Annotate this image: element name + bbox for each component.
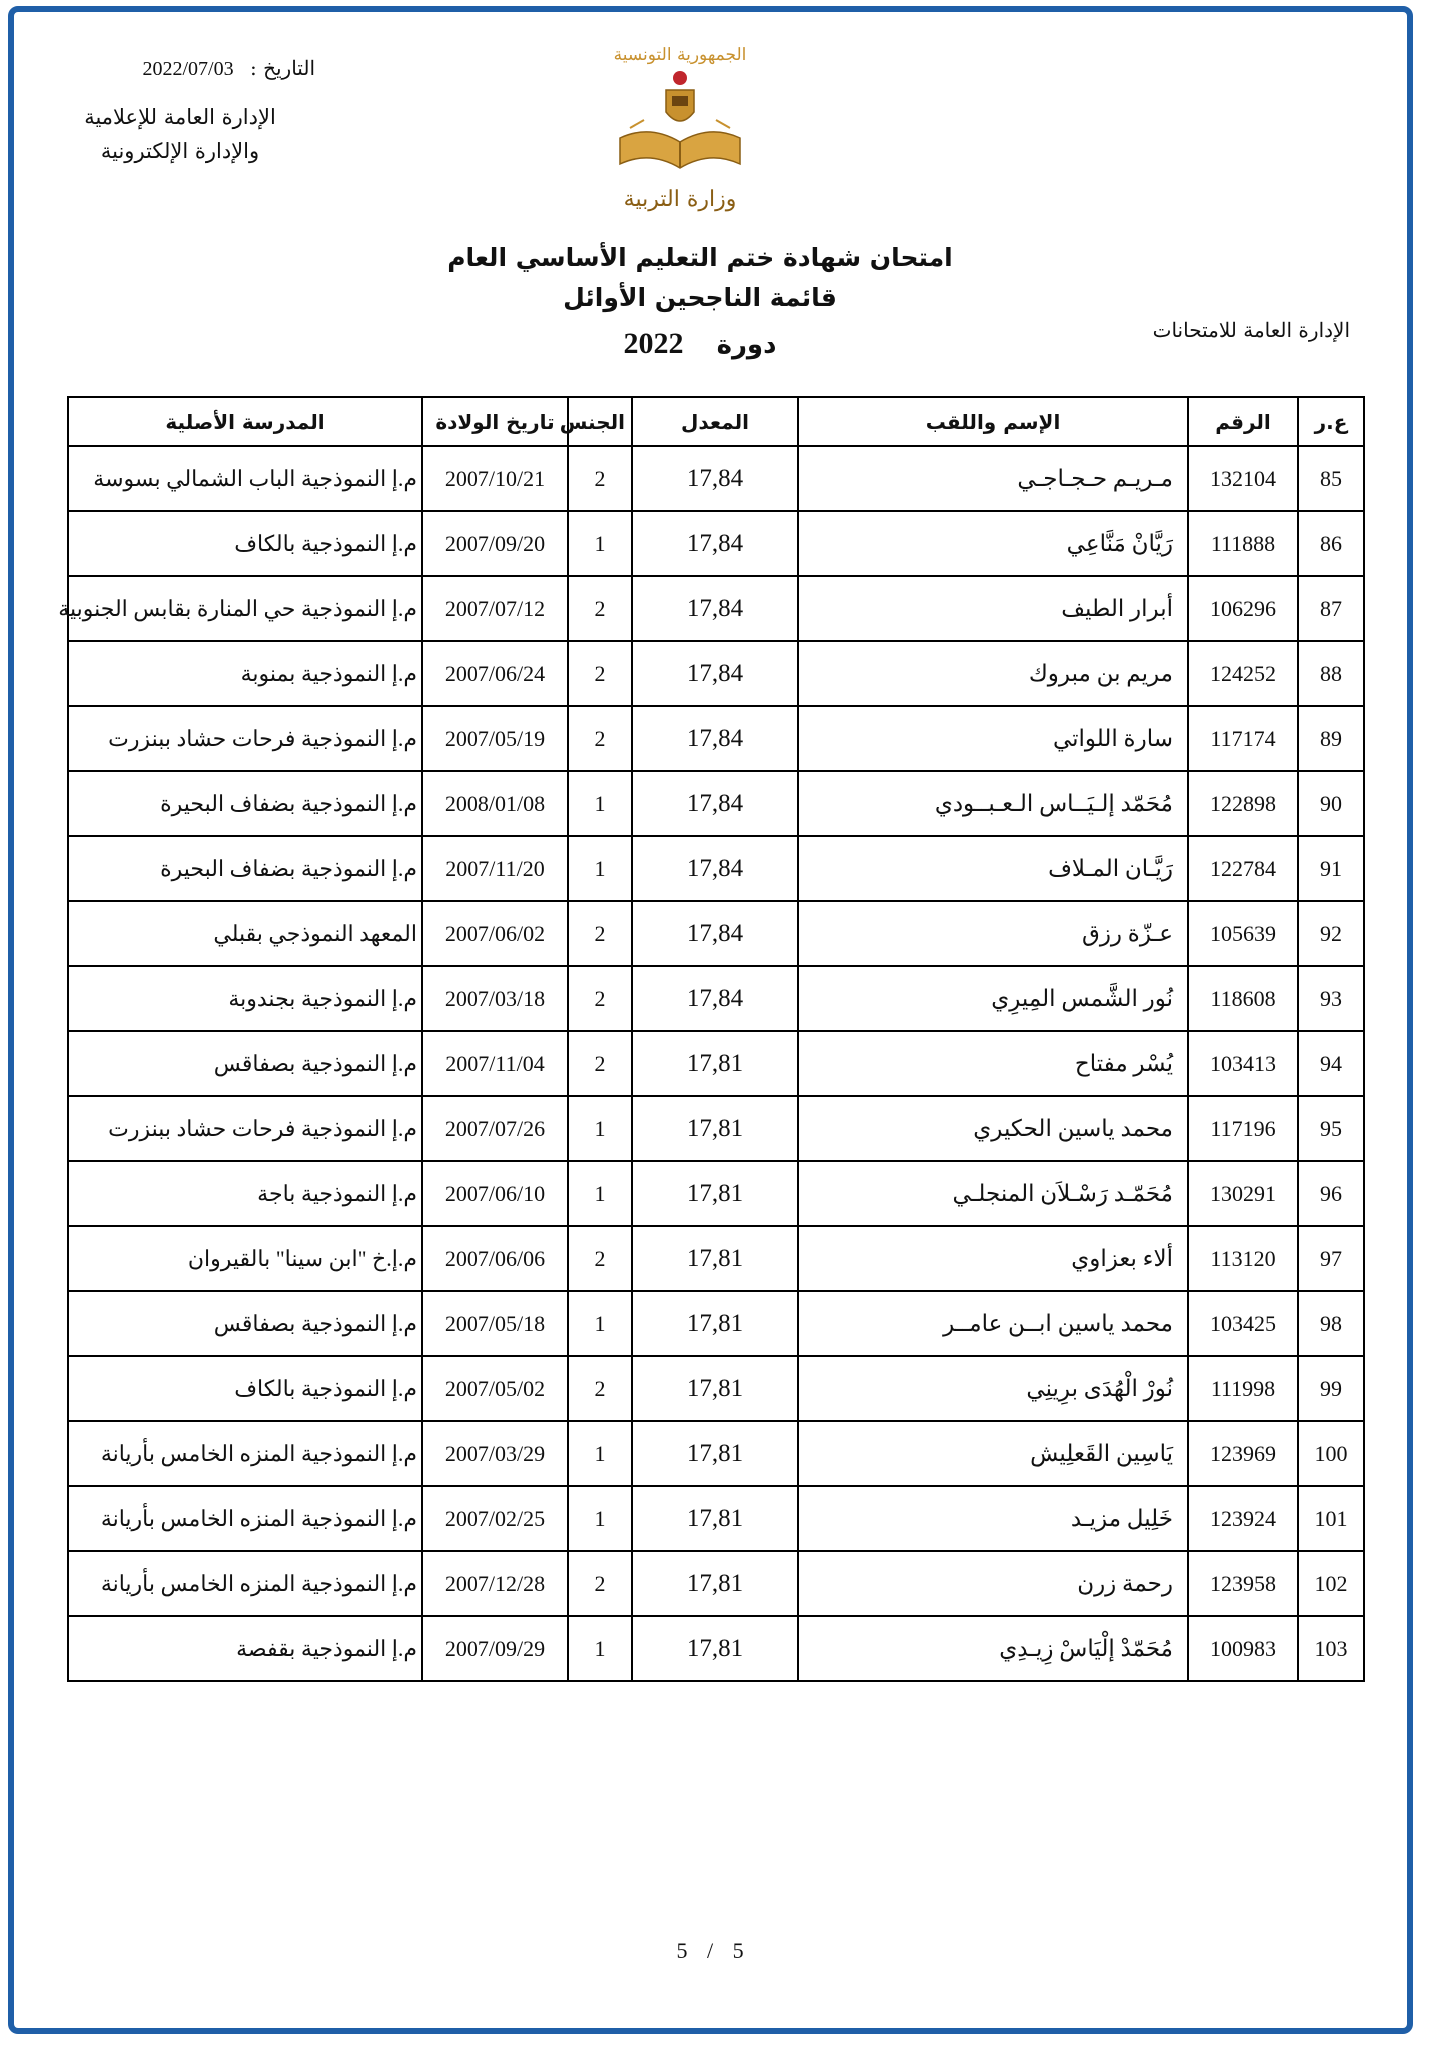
cell-average: 17,84 xyxy=(632,836,798,901)
cell-number: 132104 xyxy=(1188,446,1298,511)
cell-average: 17,84 xyxy=(632,966,798,1031)
cell-name: مُحَمّدْ إلْيَاسْ زِيـدِي xyxy=(798,1616,1188,1681)
cell-average: 17,84 xyxy=(632,446,798,511)
cell-gender: 1 xyxy=(568,1421,632,1486)
cell-birth-date: 2007/03/29 xyxy=(422,1421,568,1486)
cell-rank: 102 xyxy=(1298,1551,1364,1616)
cell-number: 111888 xyxy=(1188,511,1298,576)
date-value: 2022/07/03 xyxy=(142,58,234,80)
cell-gender: 1 xyxy=(568,1291,632,1356)
cell-school: م.إ النموذجية المنزه الخامس بأريانة xyxy=(68,1486,422,1551)
table-row xyxy=(68,1421,1364,1486)
cell-average: 17,84 xyxy=(632,511,798,576)
cell-name: سارة اللواتي xyxy=(798,706,1188,771)
table-row xyxy=(68,1161,1364,1226)
cell-average: 17,81 xyxy=(632,1486,798,1551)
logo-bottom-text: وزارة التربية xyxy=(623,187,737,212)
cell-school: م.إ النموذجية بصفاقس xyxy=(68,1291,422,1356)
table-header-row xyxy=(68,397,1364,446)
cell-average: 17,81 xyxy=(632,1096,798,1161)
cell-name: مُحَمّد إلـيَــاس الـعـبــودي xyxy=(798,771,1188,836)
header-rank: ع.ر xyxy=(1298,397,1364,446)
table-row xyxy=(68,1616,1364,1681)
table-row xyxy=(68,1096,1364,1161)
date-label: التاريخ : xyxy=(249,56,315,80)
cell-birth-date: 2007/09/29 xyxy=(422,1616,568,1681)
cell-rank: 85 xyxy=(1298,446,1364,511)
cell-name: محمد ياسين ابــن عامــر xyxy=(798,1291,1188,1356)
cell-birth-date: 2007/05/18 xyxy=(422,1291,568,1356)
cell-gender: 2 xyxy=(568,1551,632,1616)
cell-rank: 90 xyxy=(1298,771,1364,836)
cell-rank: 92 xyxy=(1298,901,1364,966)
cell-number: 118608 xyxy=(1188,966,1298,1031)
table-row xyxy=(68,836,1364,901)
cell-school: م.إ النموذجية المنزه الخامس بأريانة xyxy=(68,1551,422,1616)
cell-school: م.إ النموذجية بالكاف xyxy=(68,511,422,576)
cell-birth-date: 2007/11/20 xyxy=(422,836,568,901)
table-row xyxy=(68,576,1364,641)
cell-average: 17,81 xyxy=(632,1421,798,1486)
cell-school: م.إ النموذجية فرحات حشاد ببنزرت xyxy=(68,706,422,771)
cell-average: 17,84 xyxy=(632,576,798,641)
cell-average: 17,81 xyxy=(632,1616,798,1681)
cell-number: 122898 xyxy=(1188,771,1298,836)
table-row xyxy=(68,771,1364,836)
cell-average: 17,81 xyxy=(632,1551,798,1616)
cell-rank: 103 xyxy=(1298,1616,1364,1681)
header-birth-date: تاريخ الولادة xyxy=(422,397,568,446)
cell-rank: 91 xyxy=(1298,836,1364,901)
cell-number: 113120 xyxy=(1188,1226,1298,1291)
cell-gender: 1 xyxy=(568,1096,632,1161)
cell-rank: 100 xyxy=(1298,1421,1364,1486)
cell-gender: 2 xyxy=(568,1226,632,1291)
cell-number: 103425 xyxy=(1188,1291,1298,1356)
cell-birth-date: 2007/03/18 xyxy=(422,966,568,1031)
page-current: 5 xyxy=(676,1938,688,1963)
document-title: امتحان شهادة ختم التعليم الأساسي العام xyxy=(447,243,953,272)
cell-gender: 1 xyxy=(568,1616,632,1681)
cell-average: 17,81 xyxy=(632,1226,798,1291)
cell-rank: 86 xyxy=(1298,511,1364,576)
table-row xyxy=(68,1291,1364,1356)
cell-rank: 96 xyxy=(1298,1161,1364,1226)
cell-gender: 2 xyxy=(568,706,632,771)
cell-rank: 93 xyxy=(1298,966,1364,1031)
cell-number: 123924 xyxy=(1188,1486,1298,1551)
cell-school: م.إ النموذجية بقفصة xyxy=(68,1616,422,1681)
results-table xyxy=(58,396,1365,1682)
cell-average: 17,84 xyxy=(632,771,798,836)
cell-birth-date: 2007/09/20 xyxy=(422,511,568,576)
table-body xyxy=(58,446,1364,1681)
header-number: الرقم xyxy=(1188,397,1298,446)
cell-birth-date: 2007/11/04 xyxy=(422,1031,568,1096)
cell-birth-date: 2008/01/08 xyxy=(422,771,568,836)
cell-rank: 88 xyxy=(1298,641,1364,706)
session-year: 2022 xyxy=(623,327,684,360)
dept-right: الإدارة العامة للامتحانات xyxy=(1152,318,1350,342)
cell-average: 17,84 xyxy=(632,901,798,966)
cell-school: م.إ النموذجية حي المنارة بقابس الجنوبية xyxy=(68,576,422,641)
cell-birth-date: 2007/06/24 xyxy=(422,641,568,706)
cell-number: 103413 xyxy=(1188,1031,1298,1096)
cell-name: مريم بن مبروك xyxy=(798,641,1188,706)
cell-name: ألاء بعزاوي xyxy=(798,1226,1188,1291)
cell-gender: 2 xyxy=(568,446,632,511)
cell-gender: 2 xyxy=(568,901,632,966)
table-row xyxy=(68,706,1364,771)
header-gender: الجنس xyxy=(568,397,632,446)
session-label: دورة xyxy=(716,330,777,360)
cell-school: م.إ النموذجية بصفاقس xyxy=(68,1031,422,1096)
session-line xyxy=(400,320,1000,369)
cell-average: 17,84 xyxy=(632,706,798,771)
cell-name: رَيَّانْ مَنَّاعِي xyxy=(798,511,1188,576)
table-row xyxy=(68,1226,1364,1291)
table-row xyxy=(68,1031,1364,1096)
cell-birth-date: 2007/07/12 xyxy=(422,576,568,641)
cell-school: م.إ النموذجية بضفاف البحيرة xyxy=(68,836,422,901)
cell-name: رحمة زرن xyxy=(798,1551,1188,1616)
cell-birth-date: 2007/05/02 xyxy=(422,1356,568,1421)
cell-birth-date: 2007/10/21 xyxy=(422,446,568,511)
cell-rank: 94 xyxy=(1298,1031,1364,1096)
cell-average: 17,81 xyxy=(632,1291,798,1356)
cell-rank: 89 xyxy=(1298,706,1364,771)
table-row xyxy=(68,1551,1364,1616)
dept-left xyxy=(60,100,300,168)
cell-birth-date: 2007/12/28 xyxy=(422,1551,568,1616)
cell-gender: 1 xyxy=(568,1486,632,1551)
cell-birth-date: 2007/02/25 xyxy=(422,1486,568,1551)
dept-left-line1: الإدارة العامة للإعلامية xyxy=(84,105,276,129)
cell-gender: 1 xyxy=(568,511,632,576)
cell-school: م.إ النموذجية بالكاف xyxy=(68,1356,422,1421)
document-subtitle: قائمة الناجحين الأوائل xyxy=(563,283,837,312)
cell-school: م.إ النموذجية فرحات حشاد ببنزرت xyxy=(68,1096,422,1161)
cell-average: 17,81 xyxy=(632,1031,798,1096)
cell-name: مـريـم حـجـاجـي xyxy=(798,446,1188,511)
cell-birth-date: 2007/05/19 xyxy=(422,706,568,771)
cell-school: م.إ النموذجية الباب الشمالي بسوسة xyxy=(68,446,422,511)
cell-rank: 95 xyxy=(1298,1096,1364,1161)
ministry-logo xyxy=(600,38,760,223)
cell-number: 111998 xyxy=(1188,1356,1298,1421)
cell-gender: 2 xyxy=(568,1031,632,1096)
cell-gender: 1 xyxy=(568,836,632,901)
logo-top-text: الجمهورية التونسية xyxy=(613,45,747,65)
cell-number: 100983 xyxy=(1188,1616,1298,1681)
cell-number: 117174 xyxy=(1188,706,1298,771)
cell-gender: 2 xyxy=(568,966,632,1031)
cell-school: م.إ النموذجية بضفاف البحيرة xyxy=(68,771,422,836)
cell-name: محمد ياسين الحكيري xyxy=(798,1096,1188,1161)
cell-number: 124252 xyxy=(1188,641,1298,706)
header-school: المدرسة الأصلية xyxy=(68,397,422,446)
table-row xyxy=(68,901,1364,966)
cell-number: 106296 xyxy=(1188,576,1298,641)
cell-rank: 97 xyxy=(1298,1226,1364,1291)
cell-name: يَاسِين القَعلِيش xyxy=(798,1421,1188,1486)
cell-gender: 2 xyxy=(568,641,632,706)
cell-rank: 87 xyxy=(1298,576,1364,641)
cell-birth-date: 2007/06/06 xyxy=(422,1226,568,1291)
cell-gender: 2 xyxy=(568,1356,632,1421)
cell-gender: 2 xyxy=(568,576,632,641)
table-row xyxy=(68,641,1364,706)
cell-number: 123958 xyxy=(1188,1551,1298,1616)
table-row xyxy=(68,1356,1364,1421)
table-row xyxy=(68,446,1364,511)
header-average: المعدل xyxy=(632,397,798,446)
dept-left-line2: والإدارة الإلكترونية xyxy=(100,139,260,163)
cell-birth-date: 2007/06/02 xyxy=(422,901,568,966)
cell-gender: 1 xyxy=(568,1161,632,1226)
cell-rank: 99 xyxy=(1298,1356,1364,1421)
cell-gender: 1 xyxy=(568,771,632,836)
cell-average: 17,81 xyxy=(632,1356,798,1421)
cell-school: م.إ النموذجية بمنوبة xyxy=(68,641,422,706)
table-row xyxy=(68,966,1364,1031)
cell-birth-date: 2007/07/26 xyxy=(422,1096,568,1161)
document-headings xyxy=(400,238,1000,369)
logo-emblem-icon xyxy=(673,71,687,85)
date-line xyxy=(100,56,315,81)
cell-school: م.إ النموذجية المنزه الخامس بأريانة xyxy=(68,1421,422,1486)
cell-name: خَلِيل مزيـد xyxy=(798,1486,1188,1551)
cell-rank: 101 xyxy=(1298,1486,1364,1551)
cell-number: 105639 xyxy=(1188,901,1298,966)
page-total: 5 xyxy=(732,1938,744,1963)
cell-name: نُور الشَّمس المِيرِي xyxy=(798,966,1188,1031)
cell-name: رَيَّـان المـلاف xyxy=(798,836,1188,901)
page-separator: / xyxy=(706,1938,714,1963)
cell-school: م.إ النموذجية باجة xyxy=(68,1161,422,1226)
page-number xyxy=(560,1938,860,1964)
cell-school: م.إ النموذجية بجندوبة xyxy=(68,966,422,1031)
cell-number: 123969 xyxy=(1188,1421,1298,1486)
cell-school: المعهد النموذجي بقبلي xyxy=(68,901,422,966)
cell-name: يُسْر مفتاح xyxy=(798,1031,1188,1096)
cell-name: مُحَمّـد رَسْـلاَن المنجلـي xyxy=(798,1161,1188,1226)
cell-number: 117196 xyxy=(1188,1096,1298,1161)
cell-average: 17,84 xyxy=(632,641,798,706)
cell-name: عـزّة رزق xyxy=(798,901,1188,966)
table-row xyxy=(68,511,1364,576)
header-name: الإسم واللقب xyxy=(798,397,1188,446)
cell-rank: 98 xyxy=(1298,1291,1364,1356)
table-row xyxy=(68,1486,1364,1551)
cell-birth-date: 2007/06/10 xyxy=(422,1161,568,1226)
cell-number: 122784 xyxy=(1188,836,1298,901)
cell-number: 130291 xyxy=(1188,1161,1298,1226)
cell-average: 17,81 xyxy=(632,1161,798,1226)
cell-name: أبرار الطيف xyxy=(798,576,1188,641)
cell-school: م.إ.خ "ابن سينا" بالقيروان xyxy=(68,1226,422,1291)
cell-name: نُورْ الْهُدَى برِينِي xyxy=(798,1356,1188,1421)
